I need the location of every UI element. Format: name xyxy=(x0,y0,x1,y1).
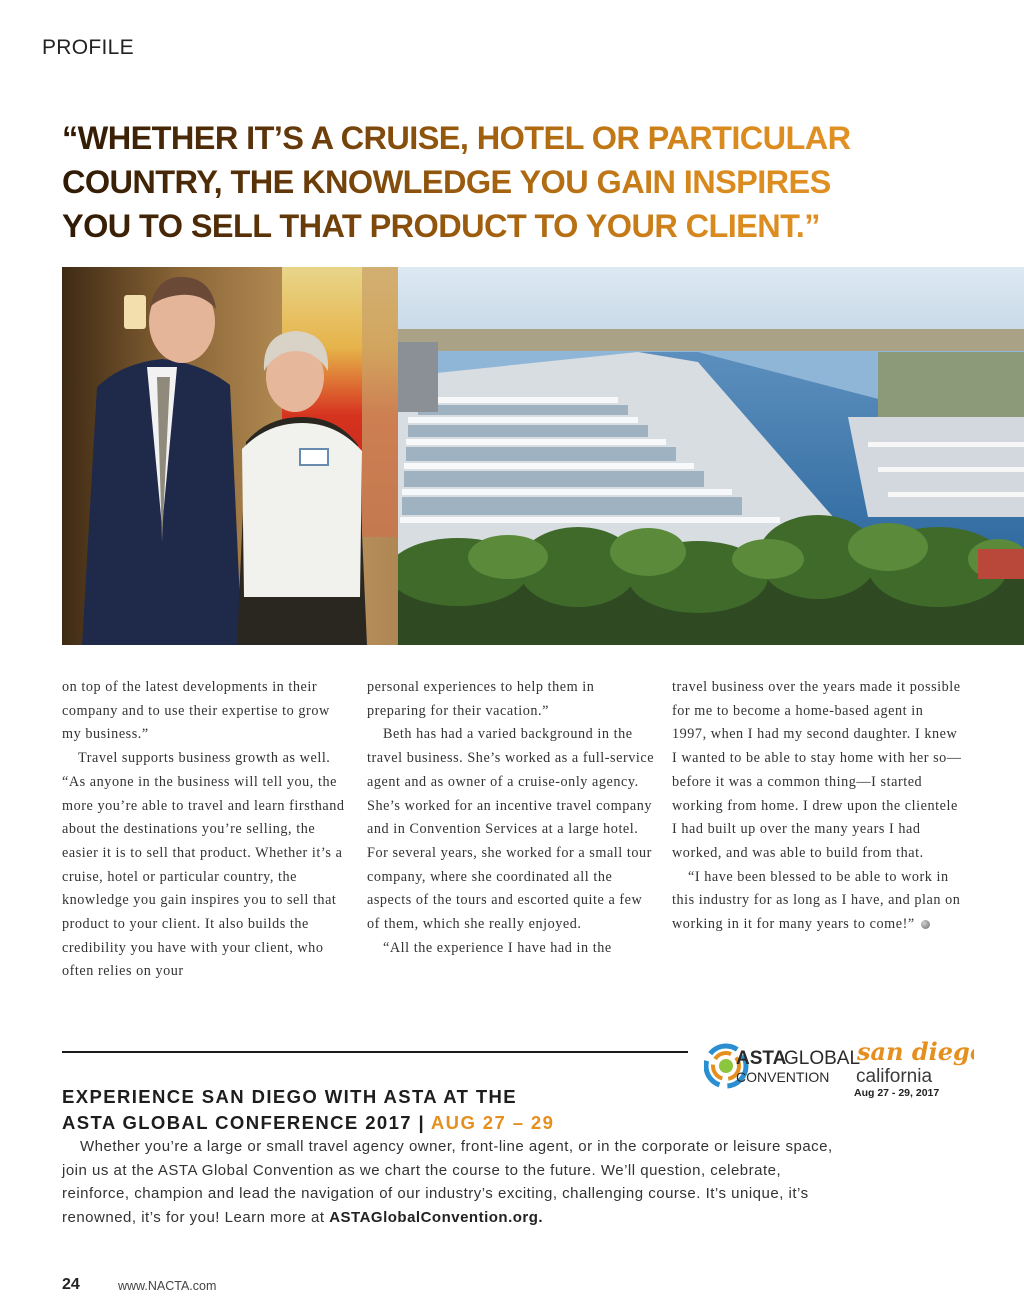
people-photo xyxy=(62,267,398,645)
sidebar-heading-dates: AUG 27 – 29 xyxy=(430,1112,555,1133)
logo-california: california xyxy=(856,1066,933,1087)
logo-global: GLOBAL xyxy=(784,1048,861,1069)
section-divider xyxy=(62,1051,688,1053)
article-column-3 xyxy=(672,676,962,937)
article-paragraph: personal experiences to help them in preparing for their vacation.” xyxy=(367,679,595,719)
sidebar-body xyxy=(62,1135,842,1229)
article-paragraph: Travel supports business growth as well. “As anyone in the business will tell you, the more you’re able to travel and learn firsthand about the destinations you’re selling, the easier it is to sell that product. Whether it’s a cruise, hotel or particular country, the knowledge you gain inspires you to sell that product to your client. It also builds the credibility you have with your client, who often relies on your xyxy=(62,750,345,980)
article-paragraph: “All the experience I have had in the xyxy=(383,939,612,956)
pull-quote-line-3: YOU TO SELL THAT PRODUCT TO YOUR CLIENT.” xyxy=(62,208,820,244)
marina-photo-image xyxy=(398,267,1024,645)
logo-san-diego: san diego xyxy=(857,1037,974,1066)
marina-photo xyxy=(398,267,1024,645)
people-photo-image xyxy=(62,267,398,645)
logo-asta: ASTA xyxy=(736,1048,787,1069)
sidebar-heading-line-2 xyxy=(62,1110,702,1136)
pull-quote-line-2: COUNTRY, THE KNOWLEDGE YOU GAIN INSPIRES xyxy=(62,164,831,200)
pull-quote-line-1: “WHETHER IT’S A CRUISE, HOTEL OR PARTICULAR xyxy=(62,120,851,156)
logo-convention: CONVENTION xyxy=(736,1069,830,1085)
article-column-2 xyxy=(367,676,657,960)
sidebar-heading-line-1: EXPERIENCE SAN DIEGO WITH ASTA AT THE xyxy=(62,1086,518,1107)
logo-dates: Aug 27 - 29, 2017 xyxy=(854,1087,940,1099)
sidebar-heading xyxy=(62,1084,702,1136)
article-paragraph: Beth has had a varied background in the travel business. She’s worked as a full-service agent and as owner of a cruise-only agency. She’s worked for an incentive travel company and in Convention Services at a large hotel. For several years, she worked for a small tour company, where she coordinated all the aspects of the tours and escorted quite a few of them, which she really enjoyed. xyxy=(367,726,655,933)
convention-link[interactable]: ASTAGlobalConvention.org. xyxy=(329,1208,544,1226)
website-url: www.NACTA.com xyxy=(118,1279,217,1293)
article-paragraph xyxy=(672,866,962,937)
article-column-1 xyxy=(62,676,352,984)
article-closing-text: “I have been blessed to be able to work in this industry for as long as I have, and plan on working in it for many years to come!” xyxy=(672,868,961,933)
end-mark-icon xyxy=(921,920,930,929)
asta-convention-logo xyxy=(704,1030,974,1102)
sidebar-body-text: Whether you’re a large or small travel agency owner, front-line agent, or in the corporate or leisure space, join us at the ASTA Global Convention as we chart the course to the future. We’ll question, celebrate, reinforce, champion and lead the navigation of our industry’s exciting, challenging course. It’s unique, it’s renowned, it’s for you! Learn more at xyxy=(62,1138,833,1226)
article-paragraph: on top of the latest developments in their company and to use their expertise to grow my business.” xyxy=(62,679,330,743)
pull-quote xyxy=(62,116,962,248)
sidebar-heading-text: ASTA GLOBAL CONFERENCE 2017 | xyxy=(62,1112,431,1133)
page-number: 24 xyxy=(62,1276,80,1293)
section-label: PROFILE xyxy=(42,36,134,59)
article-paragraph: travel business over the years made it possible for me to become a home-based agent in 1997, when I had my second daughter. I knew I wanted to be able to stay home with her so—before it was a common thing—I started working from home. I drew upon the clientele I had built up over the many years I had worked, and was able to build from that. xyxy=(672,679,962,861)
